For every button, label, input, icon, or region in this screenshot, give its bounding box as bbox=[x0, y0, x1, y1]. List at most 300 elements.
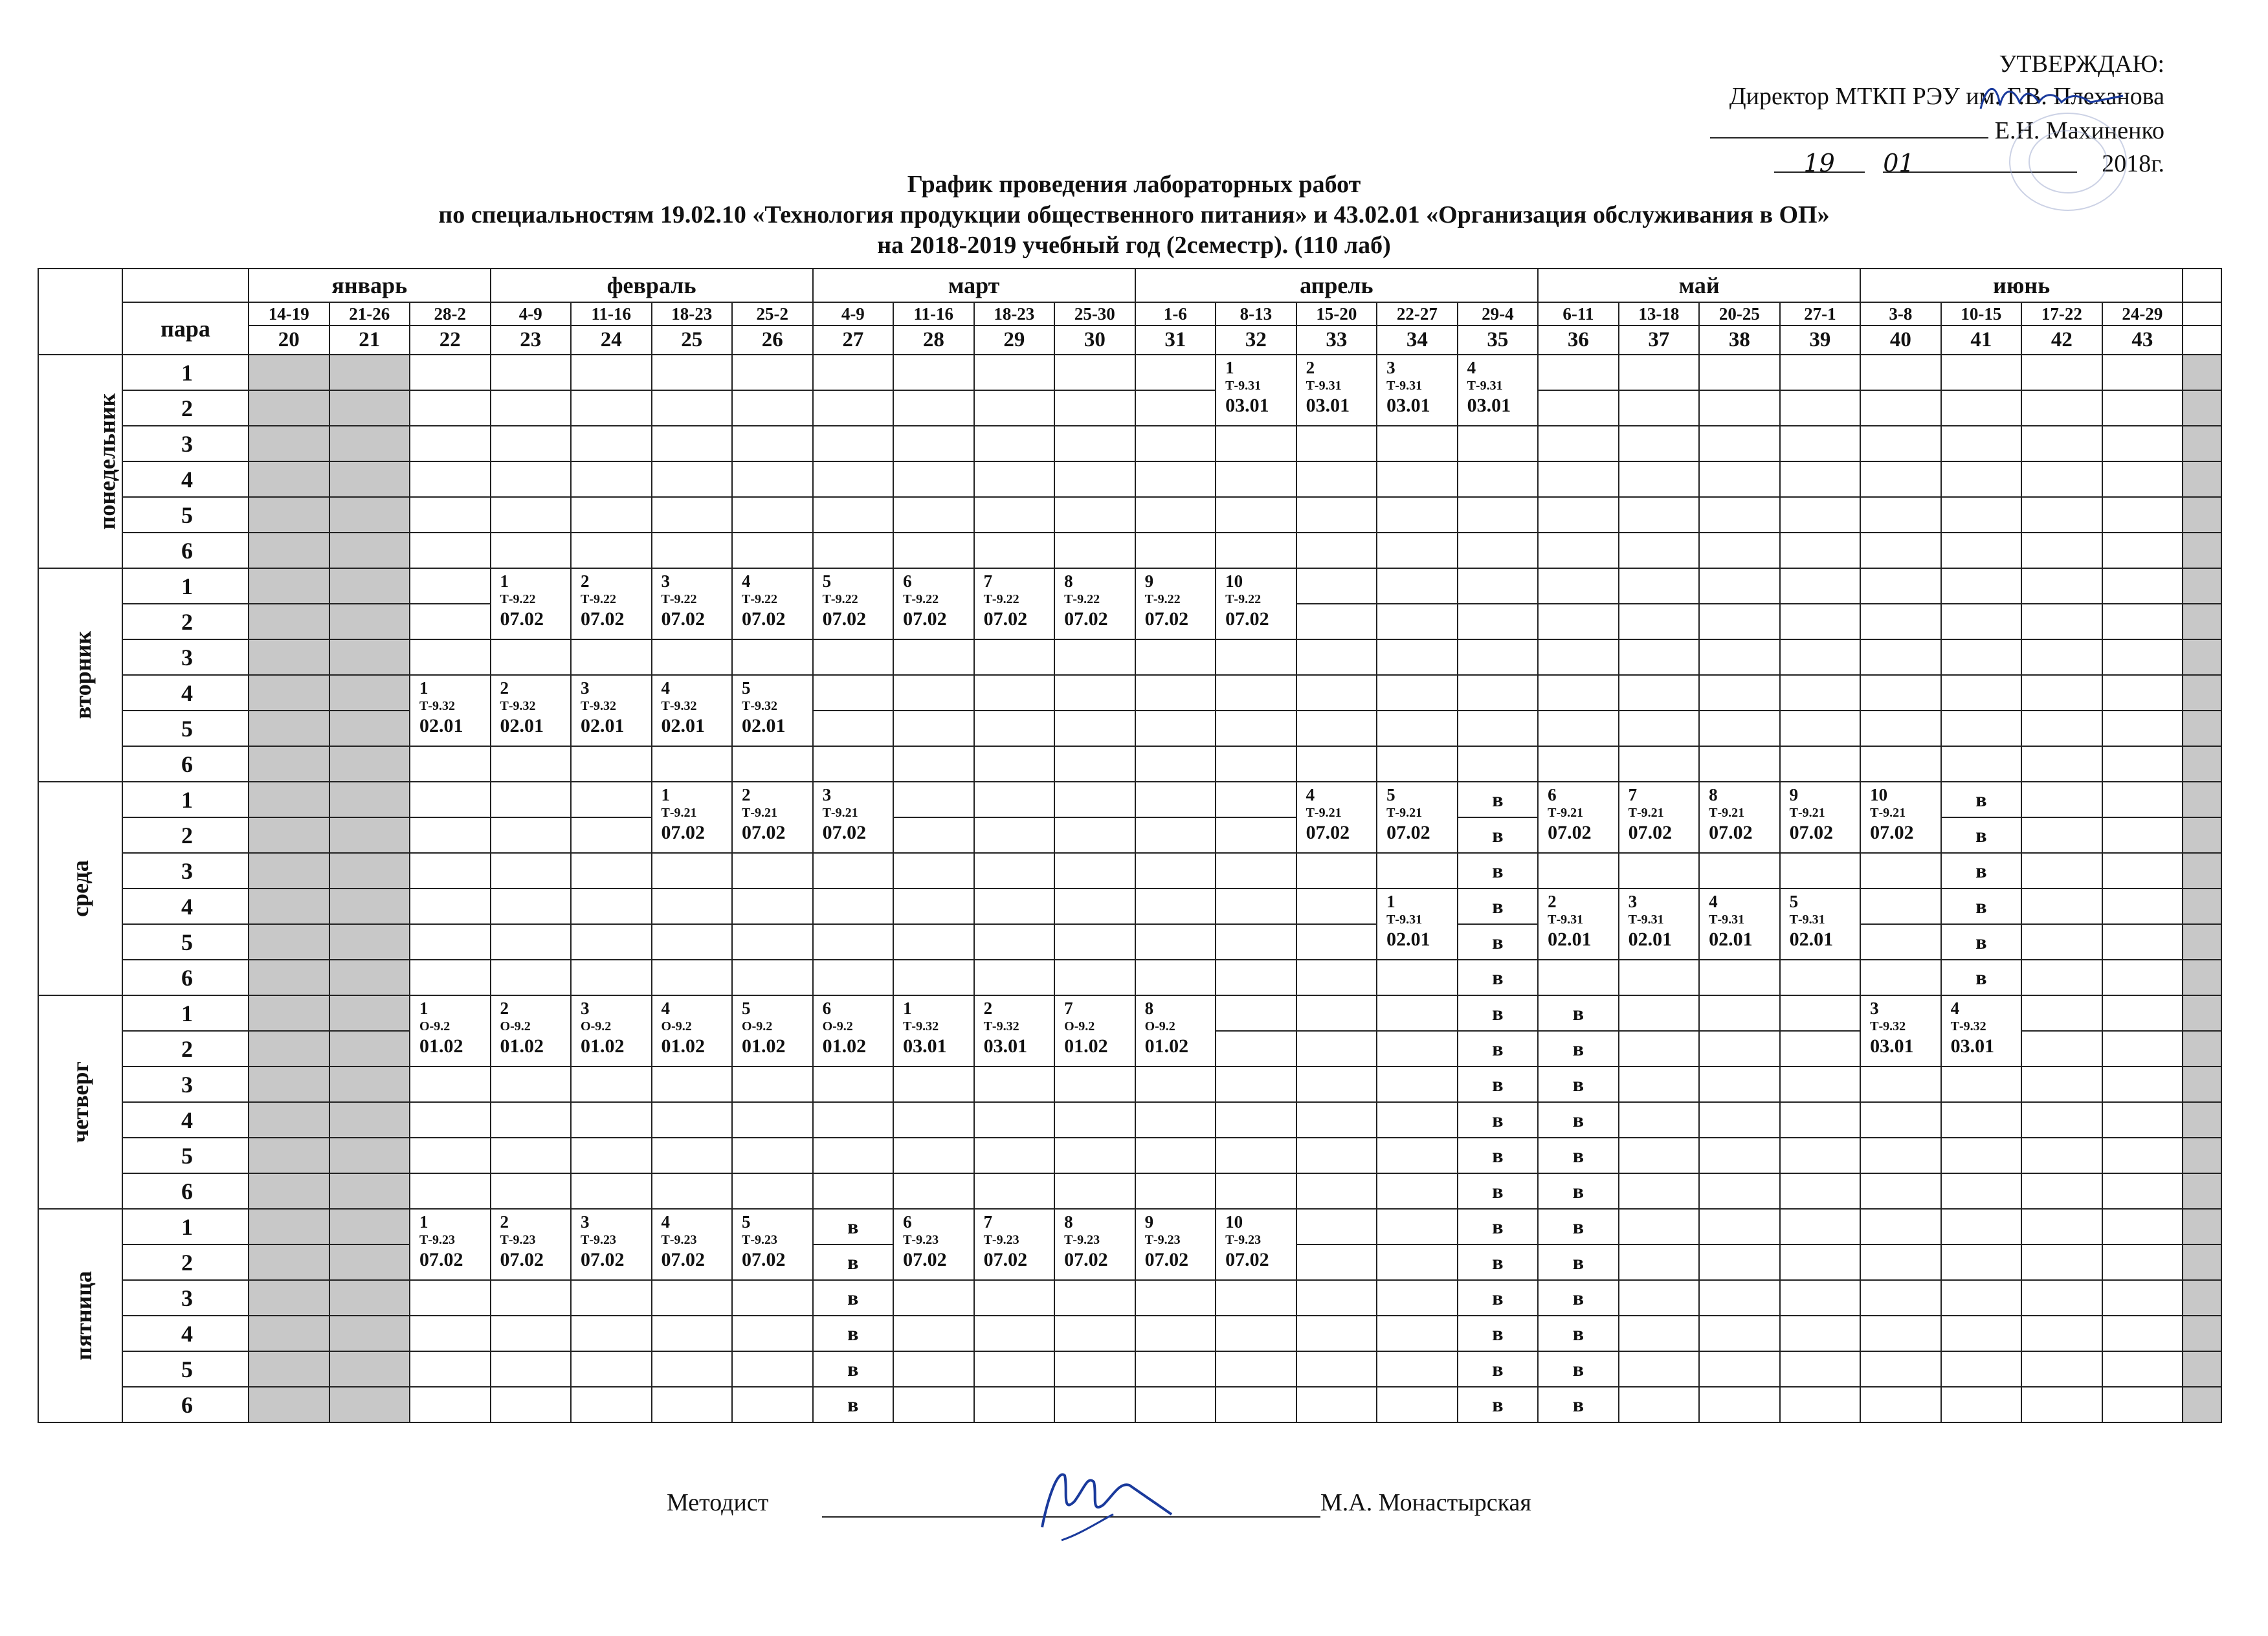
pair-number: 1 bbox=[122, 355, 249, 390]
empty-slot bbox=[1135, 1067, 1216, 1102]
empty-slot bbox=[974, 1316, 1055, 1351]
lab-group: Т-9.31 bbox=[1789, 912, 1825, 927]
empty-slot bbox=[571, 782, 652, 817]
week-date: 22-27 bbox=[1377, 302, 1458, 326]
lab-number: 3 bbox=[1870, 999, 1879, 1018]
empty-slot bbox=[974, 1067, 1055, 1102]
empty-slot bbox=[2102, 1067, 2183, 1102]
empty-slot bbox=[1619, 711, 1700, 746]
empty-slot bbox=[1619, 1067, 1700, 1102]
lab-slot bbox=[1699, 782, 1780, 853]
empty-slot bbox=[893, 746, 974, 782]
empty-slot bbox=[1941, 1102, 2022, 1138]
pair-number: 6 bbox=[122, 960, 249, 995]
lab-slot bbox=[1054, 568, 1135, 639]
holiday-mark: в bbox=[1941, 960, 2022, 995]
empty-slot bbox=[1780, 461, 1861, 497]
lab-module-code: 02.01 bbox=[419, 715, 463, 736]
lab-slot bbox=[1377, 782, 1458, 853]
empty-slot bbox=[2021, 533, 2102, 568]
empty-slot bbox=[1860, 1280, 1941, 1316]
lab-number: 2 bbox=[1548, 892, 1557, 911]
holiday-mark: в bbox=[813, 1387, 894, 1422]
empty-slot bbox=[2021, 1316, 2102, 1351]
lab-module-code: 07.02 bbox=[1789, 822, 1834, 843]
empty-slot bbox=[813, 1067, 894, 1102]
empty-slot bbox=[1054, 1387, 1135, 1422]
empty-slot bbox=[893, 675, 974, 711]
empty-slot bbox=[1780, 1031, 1861, 1067]
lab-slot bbox=[1619, 889, 1700, 960]
lab-slot bbox=[1699, 889, 1780, 960]
end-slot bbox=[2183, 1031, 2221, 1067]
empty-slot bbox=[732, 426, 813, 461]
empty-slot bbox=[893, 853, 974, 889]
holiday-mark: в bbox=[813, 1209, 894, 1244]
lab-module-code: 01.02 bbox=[1064, 1035, 1108, 1057]
empty-slot bbox=[2102, 675, 2183, 711]
empty-slot bbox=[652, 390, 733, 426]
holiday-mark: в bbox=[813, 1316, 894, 1351]
empty-slot bbox=[974, 711, 1055, 746]
empty-slot bbox=[491, 426, 572, 461]
empty-slot bbox=[2021, 1244, 2102, 1280]
empty-slot bbox=[974, 1351, 1055, 1387]
empty-slot bbox=[893, 817, 974, 853]
empty-slot bbox=[571, 1387, 652, 1422]
lab-group: Т-9.32 bbox=[742, 699, 778, 713]
lab-number: 3 bbox=[581, 1212, 590, 1232]
approval-date-month: 01 bbox=[1883, 147, 2077, 173]
empty-slot bbox=[974, 960, 1055, 995]
empty-slot bbox=[1538, 497, 1619, 533]
empty-slot bbox=[2102, 639, 2183, 675]
week-date: 20-25 bbox=[1699, 302, 1780, 326]
lab-slot bbox=[893, 1209, 974, 1280]
end-slot bbox=[2183, 604, 2221, 639]
lab-number: 6 bbox=[822, 999, 832, 1018]
para-header: пара bbox=[122, 302, 249, 355]
lab-group: Т-9.21 bbox=[1870, 806, 1906, 820]
empty-slot bbox=[1860, 1102, 1941, 1138]
lab-slot bbox=[1538, 782, 1619, 853]
empty-slot bbox=[893, 1138, 974, 1173]
empty-slot bbox=[329, 995, 410, 1031]
lab-slot bbox=[652, 568, 733, 639]
empty-slot bbox=[2102, 924, 2183, 960]
empty-slot bbox=[571, 497, 652, 533]
approval-heading: УТВЕРЖДАЮ: bbox=[1999, 50, 2164, 78]
empty-slot bbox=[410, 497, 491, 533]
pair-number: 2 bbox=[122, 604, 249, 639]
empty-slot bbox=[2021, 1138, 2102, 1173]
lab-module-code: 01.02 bbox=[742, 1035, 786, 1057]
end-slot bbox=[2183, 889, 2221, 924]
pair-number: 4 bbox=[122, 1102, 249, 1138]
empty-slot bbox=[732, 1173, 813, 1209]
month-header-end bbox=[2183, 269, 2221, 302]
lab-number: 1 bbox=[419, 1212, 428, 1232]
week-date: 8-13 bbox=[1216, 302, 1296, 326]
lab-slot bbox=[813, 568, 894, 639]
lab-group: Т-9.23 bbox=[1225, 1233, 1262, 1247]
pair-number: 6 bbox=[122, 1387, 249, 1422]
empty-slot bbox=[1054, 924, 1135, 960]
lab-group: О-9.2 bbox=[742, 1019, 773, 1034]
empty-slot bbox=[1296, 533, 1377, 568]
empty-slot bbox=[1699, 1244, 1780, 1280]
lab-group: Т-9.31 bbox=[1709, 912, 1745, 927]
lab-number: 1 bbox=[1386, 892, 1395, 911]
lab-number: 7 bbox=[1064, 999, 1073, 1018]
table-row bbox=[38, 1173, 2221, 1209]
week-date: 25-2 bbox=[732, 302, 813, 326]
empty-slot bbox=[1377, 533, 1458, 568]
lab-number: 4 bbox=[1306, 785, 1315, 804]
empty-slot bbox=[974, 390, 1055, 426]
lab-slot bbox=[1216, 568, 1296, 639]
empty-slot bbox=[1377, 1387, 1458, 1422]
empty-slot bbox=[1377, 711, 1458, 746]
empty-slot bbox=[1216, 711, 1296, 746]
week-number: 40 bbox=[1860, 326, 1941, 355]
empty-slot bbox=[1296, 1031, 1377, 1067]
empty-slot bbox=[1054, 960, 1135, 995]
empty-slot bbox=[1216, 782, 1296, 817]
empty-slot bbox=[249, 497, 329, 533]
lab-slot bbox=[410, 675, 491, 746]
lab-slot bbox=[491, 568, 572, 639]
empty-slot bbox=[1296, 711, 1377, 746]
lab-number: 4 bbox=[661, 678, 671, 698]
pair-number: 4 bbox=[122, 1316, 249, 1351]
lab-slot bbox=[1619, 782, 1700, 853]
empty-slot bbox=[2102, 746, 2183, 782]
empty-slot bbox=[1135, 1138, 1216, 1173]
empty-slot bbox=[1780, 1173, 1861, 1209]
lab-slot bbox=[893, 995, 974, 1067]
empty-slot bbox=[249, 675, 329, 711]
empty-slot bbox=[1941, 1173, 2022, 1209]
lab-slot bbox=[1860, 782, 1941, 853]
empty-slot bbox=[1135, 355, 1216, 390]
lab-group: Т-9.32 bbox=[1870, 1019, 1906, 1034]
pair-number: 3 bbox=[122, 426, 249, 461]
empty-slot bbox=[571, 390, 652, 426]
lab-group: Т-9.21 bbox=[1306, 806, 1342, 820]
lab-number: 3 bbox=[581, 678, 590, 698]
empty-slot bbox=[491, 639, 572, 675]
empty-slot bbox=[1135, 817, 1216, 853]
empty-slot bbox=[1458, 639, 1539, 675]
end-slot bbox=[2183, 1244, 2221, 1280]
empty-slot bbox=[491, 355, 572, 390]
week-number: 42 bbox=[2021, 326, 2102, 355]
holiday-mark: в bbox=[1458, 1316, 1539, 1351]
holiday-mark: в bbox=[1538, 1280, 1619, 1316]
pair-number: 3 bbox=[122, 853, 249, 889]
empty-slot bbox=[410, 817, 491, 853]
empty-slot bbox=[652, 1067, 733, 1102]
empty-slot bbox=[2021, 1067, 2102, 1102]
lab-slot bbox=[652, 1209, 733, 1280]
empty-slot bbox=[1860, 1387, 1941, 1422]
empty-slot bbox=[1860, 426, 1941, 461]
empty-slot bbox=[974, 675, 1055, 711]
empty-slot bbox=[1780, 1209, 1861, 1244]
empty-slot bbox=[2021, 711, 2102, 746]
empty-slot bbox=[491, 390, 572, 426]
lab-slot bbox=[1377, 355, 1458, 426]
empty-slot bbox=[410, 1138, 491, 1173]
empty-slot bbox=[329, 853, 410, 889]
empty-slot bbox=[893, 1351, 974, 1387]
empty-slot bbox=[732, 1138, 813, 1173]
empty-slot bbox=[1377, 426, 1458, 461]
empty-slot bbox=[1216, 853, 1296, 889]
empty-slot bbox=[1054, 1067, 1135, 1102]
empty-slot bbox=[1054, 782, 1135, 817]
empty-slot bbox=[1699, 711, 1780, 746]
empty-slot bbox=[893, 533, 974, 568]
empty-slot bbox=[1780, 426, 1861, 461]
holiday-mark: в bbox=[1458, 1209, 1539, 1244]
pair-number: 1 bbox=[122, 782, 249, 817]
empty-slot bbox=[732, 853, 813, 889]
empty-slot bbox=[893, 1316, 974, 1351]
empty-slot bbox=[652, 426, 733, 461]
lab-module-code: 07.02 bbox=[1709, 822, 1753, 843]
lab-number: 2 bbox=[742, 785, 751, 804]
empty-slot bbox=[974, 1280, 1055, 1316]
empty-slot bbox=[1458, 711, 1539, 746]
empty-slot bbox=[2021, 568, 2102, 604]
empty-slot bbox=[1538, 568, 1619, 604]
lab-group: Т-9.32 bbox=[419, 699, 455, 713]
empty-slot bbox=[1377, 1316, 1458, 1351]
month-header: май bbox=[1538, 269, 1860, 302]
empty-slot bbox=[1941, 1244, 2022, 1280]
empty-slot bbox=[974, 889, 1055, 924]
empty-slot bbox=[329, 1244, 410, 1280]
lab-number: 9 bbox=[1789, 785, 1799, 804]
day-label-cell bbox=[38, 1209, 122, 1422]
empty-slot bbox=[1699, 497, 1780, 533]
empty-slot bbox=[249, 746, 329, 782]
lab-module-code: 07.02 bbox=[1064, 608, 1108, 630]
corner-cell bbox=[38, 269, 122, 355]
table-row bbox=[38, 889, 2221, 924]
lab-number: 5 bbox=[1789, 892, 1799, 911]
lab-schedule-table bbox=[38, 268, 2222, 1423]
lab-group: Т-9.21 bbox=[1628, 806, 1664, 820]
empty-slot bbox=[1377, 853, 1458, 889]
empty-slot bbox=[249, 1102, 329, 1138]
end-slot bbox=[2183, 639, 2221, 675]
empty-slot bbox=[1538, 461, 1619, 497]
empty-slot bbox=[1941, 1138, 2022, 1173]
empty-slot bbox=[2021, 639, 2102, 675]
end-slot bbox=[2183, 568, 2221, 604]
lab-number: 1 bbox=[419, 999, 428, 1018]
day-label-cell bbox=[38, 355, 122, 568]
empty-slot bbox=[1941, 746, 2022, 782]
empty-slot bbox=[652, 355, 733, 390]
empty-slot bbox=[249, 889, 329, 924]
empty-slot bbox=[571, 1102, 652, 1138]
empty-slot bbox=[1216, 960, 1296, 995]
empty-slot bbox=[1538, 853, 1619, 889]
empty-slot bbox=[1216, 461, 1296, 497]
day-label-cell bbox=[38, 782, 122, 995]
empty-slot bbox=[2021, 426, 2102, 461]
empty-slot bbox=[2102, 1316, 2183, 1351]
empty-slot bbox=[491, 817, 572, 853]
lab-module-code: 03.01 bbox=[1386, 395, 1430, 416]
document-title bbox=[0, 170, 2268, 261]
empty-slot bbox=[249, 1316, 329, 1351]
empty-slot bbox=[1860, 639, 1941, 675]
holiday-mark: в bbox=[1538, 1067, 1619, 1102]
pair-number: 5 bbox=[122, 1138, 249, 1173]
empty-slot bbox=[1699, 426, 1780, 461]
empty-slot bbox=[571, 1173, 652, 1209]
end-slot bbox=[2183, 711, 2221, 746]
empty-slot bbox=[813, 426, 894, 461]
week-date: 24-29 bbox=[2102, 302, 2183, 326]
holiday-mark: в bbox=[1538, 1173, 1619, 1209]
empty-slot bbox=[2102, 960, 2183, 995]
empty-slot bbox=[410, 853, 491, 889]
empty-slot bbox=[1780, 639, 1861, 675]
lab-slot bbox=[1941, 995, 2022, 1067]
lab-number: 4 bbox=[1950, 999, 1960, 1018]
empty-slot bbox=[410, 1102, 491, 1138]
empty-slot bbox=[1619, 1244, 1700, 1280]
lab-slot bbox=[813, 995, 894, 1067]
lab-module-code: 01.02 bbox=[500, 1035, 544, 1057]
empty-slot bbox=[249, 995, 329, 1031]
empty-slot bbox=[571, 817, 652, 853]
week-number: 37 bbox=[1619, 326, 1700, 355]
lab-module-code: 07.02 bbox=[903, 608, 947, 630]
lab-module-code: 07.02 bbox=[742, 822, 786, 843]
lab-module-code: 07.02 bbox=[742, 608, 786, 630]
lab-slot bbox=[571, 568, 652, 639]
lab-slot bbox=[1780, 889, 1861, 960]
lab-slot bbox=[974, 1209, 1055, 1280]
lab-group: Т-9.22 bbox=[822, 592, 858, 606]
empty-slot bbox=[249, 853, 329, 889]
end-slot bbox=[2183, 924, 2221, 960]
empty-slot bbox=[732, 889, 813, 924]
empty-slot bbox=[1780, 1067, 1861, 1102]
empty-slot bbox=[1296, 889, 1377, 924]
empty-slot bbox=[1135, 639, 1216, 675]
empty-slot bbox=[571, 426, 652, 461]
lab-module-code: 03.01 bbox=[1306, 395, 1350, 416]
lab-module-code: 07.02 bbox=[1225, 1249, 1269, 1270]
empty-slot bbox=[732, 533, 813, 568]
holiday-mark: в bbox=[1941, 782, 2022, 817]
empty-slot bbox=[1699, 568, 1780, 604]
empty-slot bbox=[1135, 889, 1216, 924]
week-date: 21-26 bbox=[329, 302, 410, 326]
approval-position: Директор МТКП РЭУ им. Г.В. Плеханова bbox=[1729, 83, 2164, 110]
week-number: 32 bbox=[1216, 326, 1296, 355]
empty-slot bbox=[1860, 1351, 1941, 1387]
empty-slot bbox=[1296, 1138, 1377, 1173]
empty-slot bbox=[571, 853, 652, 889]
empty-slot bbox=[1699, 390, 1780, 426]
empty-slot bbox=[1054, 426, 1135, 461]
week-number: 39 bbox=[1780, 326, 1861, 355]
empty-slot bbox=[652, 853, 733, 889]
lab-module-code: 02.01 bbox=[500, 715, 544, 736]
empty-slot bbox=[329, 1173, 410, 1209]
lab-number: 1 bbox=[1225, 358, 1234, 377]
empty-slot bbox=[652, 1280, 733, 1316]
empty-slot bbox=[1860, 390, 1941, 426]
lab-group: О-9.2 bbox=[581, 1019, 612, 1034]
lab-number: 3 bbox=[1386, 358, 1395, 377]
empty-slot bbox=[893, 1067, 974, 1102]
empty-slot bbox=[1054, 390, 1135, 426]
empty-slot bbox=[1941, 568, 2022, 604]
empty-slot bbox=[1296, 675, 1377, 711]
empty-slot bbox=[410, 960, 491, 995]
table-row bbox=[38, 853, 2221, 889]
empty-slot bbox=[1780, 604, 1861, 639]
empty-slot bbox=[1377, 1067, 1458, 1102]
empty-slot bbox=[2021, 390, 2102, 426]
lab-number: 2 bbox=[500, 678, 509, 698]
empty-slot bbox=[329, 533, 410, 568]
lab-number: 6 bbox=[1548, 785, 1557, 804]
empty-slot bbox=[1377, 675, 1458, 711]
empty-slot bbox=[410, 1316, 491, 1351]
empty-slot bbox=[1619, 1316, 1700, 1351]
holiday-mark: в bbox=[1458, 1351, 1539, 1387]
empty-slot bbox=[732, 1316, 813, 1351]
week-number: 25 bbox=[652, 326, 733, 355]
lab-module-code: 07.02 bbox=[1225, 608, 1269, 630]
empty-slot bbox=[893, 639, 974, 675]
lab-group: Т-9.22 bbox=[661, 592, 697, 606]
lab-module-code: 03.01 bbox=[903, 1035, 947, 1057]
pair-number: 4 bbox=[122, 889, 249, 924]
lab-group: Т-9.32 bbox=[983, 1019, 1019, 1034]
lab-module-code: 07.02 bbox=[500, 608, 544, 630]
empty-slot bbox=[974, 1387, 1055, 1422]
table-row bbox=[38, 675, 2221, 711]
table-row bbox=[38, 355, 2221, 390]
empty-slot bbox=[491, 1067, 572, 1102]
lab-number: 6 bbox=[903, 1212, 912, 1232]
empty-slot bbox=[2102, 426, 2183, 461]
lab-module-code: 03.01 bbox=[983, 1035, 1028, 1057]
table-row bbox=[38, 711, 2221, 746]
holiday-mark: в bbox=[813, 1351, 894, 1387]
end-slot bbox=[2183, 960, 2221, 995]
empty-slot bbox=[1054, 461, 1135, 497]
lab-group: Т-9.31 bbox=[1548, 912, 1584, 927]
lab-group: Т-9.22 bbox=[983, 592, 1019, 606]
empty-slot bbox=[1699, 639, 1780, 675]
lab-number: 1 bbox=[903, 999, 912, 1018]
title-line-3: на 2018-2019 учебный год (2семестр). (110 лаб) bbox=[877, 232, 1391, 259]
end-slot bbox=[2183, 1387, 2221, 1422]
